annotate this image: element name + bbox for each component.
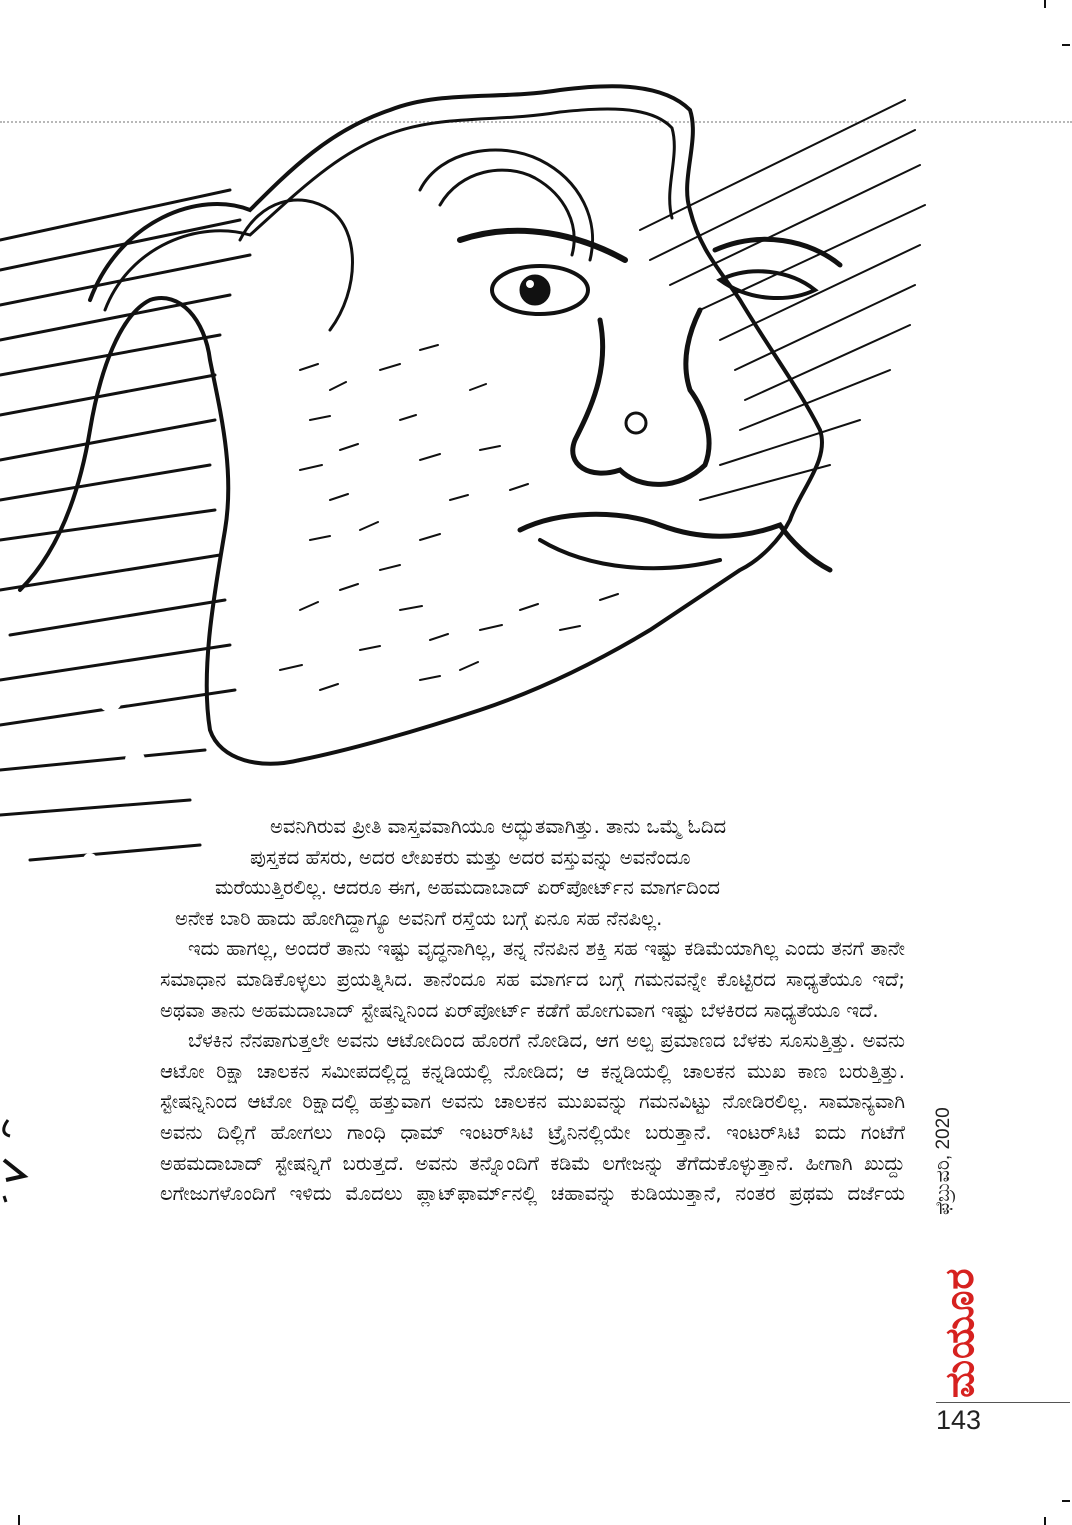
crop-mark-top — [1044, 0, 1046, 8]
crop-mark-left-bottom — [18, 1515, 20, 1525]
paragraph-3: ಬೆಳಕಿನ ನೆನಪಾಗುತ್ತಲೇ ಅವನು ಆಟೋದಿಂದ ಹೊರಗೆ ನೋಡಿದ, ಆಗ ಅಲ್ಪ ಪ್ರಮಾಣದ ಬೆಳಕು ಸೂಸುತ್ತಿತ್ತು. ಅವನು ಆಟೋ ರಿಕ್ಷಾ ಚಾಲಕನ ಸಮೀಪದಲ್ಲಿದ್ದ ಕನ್ನಡಿಯಲ್ಲಿ ನೋಡಿದ; ಆ ಕನ್ನಡಿಯಲ್ಲಿ ಚಾಲಕನ ಮುಖ ಕಾಣ ಬರುತ್ತಿತ್ತು. ಸ್ಟೇಷನ್ನಿನಿಂದ ಆಟೋ ರಿಕ್ಷಾದಲ್ಲಿ ಹತ್ತುವಾಗ ಅವನು ಚಾಲಕನ ಮುಖವನ್ನು ಗಮನವಿಟ್ಟು ನೋಡಿರಲಿಲ್ಲ. ಸಾಮಾನ್ಯವಾಗಿ ಅವನು ದಿಲ್ಲಿಗೆ ಹೋಗಲು ಗಾಂಧಿ ಧಾಮ್ ಇಂಟರ್‌ಸಿಟಿ ಟ್ರೈನಿನಲ್ಲಿಯೇ ಬರುತ್ತಾನೆ. ಇಂಟರ್‌ಸಿಟಿ ಐದು ಗಂಟೆಗೆ ಅಹಮದಾಬಾದ್ ಸ್ಟೇಷನ್ನಿಗೆ ಬರುತ್ತದೆ. ಅವನು ತನ್ನೊಂದಿಗೆ ಕಡಿಮೆ ಲಗೇಜನ್ನು ತೆಗೆದುಕೊಳ್ಳುತ್ತಾನೆ. ಹೀಗಾಗಿ ಖುದ್ದು ಲಗೇಜುಗಳೊಂದಿಗೆ ಇಳಿದು ಮೊದಲು ಪ್ಲಾಟ್‌ಫಾರ್ಮ್‌ನಲ್ಲಿ ಚಹಾವನ್ನು ಕುಡಿಯುತ್ತಾನೆ, ನಂತರ ಪ್ರಥಮ ದರ್ಜೆಯ — [160, 1029, 905, 1206]
paragraph-1 — [160, 812, 905, 934]
crop-mark-right-bottom — [1062, 1500, 1070, 1502]
page-number: 143 — [936, 1405, 982, 1435]
head-outline-inner — [105, 109, 674, 310]
right-brow — [715, 239, 840, 265]
nose — [573, 310, 709, 484]
left-pupil — [520, 275, 550, 305]
paragraph-1-line-1: ಅವನಿಗಿರುವ ಪ್ರೀತಿ ವಾಸ್ತವವಾಗಿಯೂ ಅದ್ಭುತವಾಗಿತ್ತು. ತಾನು ಒಮ್ಮೆ ಓದಿದ — [270, 815, 727, 838]
hatch-streaks — [0, 190, 250, 860]
folio-rule — [936, 1402, 1070, 1403]
crop-mark-bottom — [1044, 1517, 1046, 1525]
paragraph-1-line-4: ಅನೇಕ ಬಾರಿ ಹಾದು ಹೋಗಿದ್ದಾಗ್ಯೂ ಅವನಿಗೆ ರಸ್ತೆಯ ಬಗ್ಗೆ ಏನೂ ಸಹ ನೆನಪಿಲ್ಲ. — [175, 906, 663, 930]
hatch-streaks-right — [640, 100, 925, 500]
paragraph-1-line-3: ಮರೆಯುತ್ತಿರಲಿಲ್ಲ. ಆದರೂ ಈಗ, ಅಹಮದಾಬಾದ್ ಏರ್‌ಪೋರ್ಟ್‌ನ ಮಾರ್ಗದಿಂದ — [215, 876, 720, 900]
paragraph-1-line-2: ಪುಸ್ತಕದ ಹೆಸರು, ಅದರ ಲೇಖಕರು ಮತ್ತು ಅದರ ವಸ್ತುವನ್ನು ಅವನೆಂದೂ — [250, 845, 691, 869]
brow — [460, 231, 625, 260]
face-illustration-svg — [0, 70, 930, 900]
paragraph-2: ಇದು ಹಾಗಲ್ಲ, ಅಂದರೆ ತಾನು ಇಷ್ಟು ವೃದ್ಧನಾಗಿಲ್ಲ, ತನ್ನ ನೆನಪಿನ ಶಕ್ತಿ ಸಹ ಇಷ್ಟು ಕಡಿಮೆಯಾಗಿಲ್ಲ ಎಂದು ತನಗೆ ತಾನೇ ಸಮಾಧಾನ ಮಾಡಿಕೊಳ್ಳಲು ಪ್ರಯತ್ನಿಸಿದ. ತಾನೆಂದೂ ಸಹ ಮಾರ್ಗದ ಬಗ್ಗೆ ಗಮನವನ್ನೇ ಕೊಟ್ಟಿರದ ಸಾಧ್ಯತೆಯೂ ಇದೆ; ಅಥವಾ ತಾನು ಅಹಮದಾಬಾದ್ ಸ್ಟೇಷನ್ನಿನಿಂದ ಏರ್‌ಪೋರ್ಟ್ ಕಡೆಗೆ ಹೋಗುವಾಗ ಇಷ್ಟು ಬೆಳಕಿರದ ಸಾಧ್ಯತೆಯೂ ಇದೆ. — [160, 937, 905, 1022]
article-body — [160, 812, 905, 1210]
magazine-logo: ಮಯೂರ — [937, 1267, 983, 1398]
crop-mark-right-top — [1062, 44, 1070, 46]
issue-date: ಫೆಬ್ರುವರಿ, 2020 — [933, 1107, 954, 1215]
mouth — [520, 514, 830, 570]
nostril — [626, 413, 646, 433]
face-illustration — [0, 70, 930, 900]
margin-scribble — [0, 1110, 40, 1210]
